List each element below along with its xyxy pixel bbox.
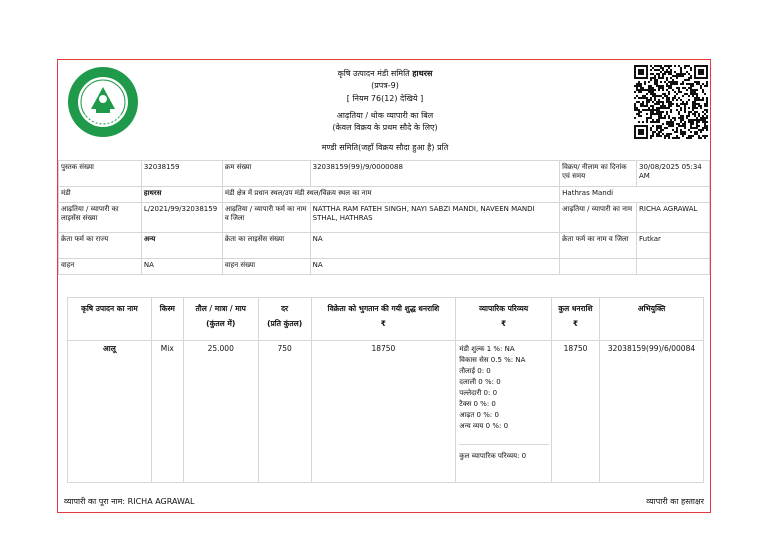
bill-info-table <box>58 160 710 275</box>
produce-table <box>67 297 704 483</box>
produce-header-row: कृषि उपादन का नाम किस्म तौल / मात्रा / माप (कुंतल में) दर (प्रति कुंतल) विक्रेता को भुगतान की गयी शुद्ध धनराशि ₹ व्यापारिक परिव्यय ₹ कुल धनराशि ₹ अभियुक्ति <box>68 298 704 341</box>
qr-code <box>634 65 708 139</box>
info-row-licence: आढ़तिया / व्यापारी का लाइसेंस संख्या L/2021/99/32038159 आढ़तिया / व्यापारी फर्म का नाम व जिला NATTHA RAM FATEH SINGH, NAYI SABZI MANDI, NAVEEN MANDI STHAL, HATHRAS आढ़तिया / व्यापारी का नाम RICHA AGRAWAL <box>59 203 710 233</box>
table-row: आलू Mix 25.000 750 18750 मंडी शुल्क 1 %: NA विकास सेस 0.5 %: NA तौलाई 0: 0 दलाली 0 %: 0 पल्लेदारी 0: 0 टैक्स 0 %: 0 आढ़त 0 %: 0 अन्य व्यय 0 %: 0 कुल व्यापारिक परिव्यय: 0 18750 32038159(99)/6/00084 <box>68 341 704 483</box>
info-row-buyer: क्रेता फर्म का राज्य अन्य क्रेता का लाइसेंस संख्या NA क्रेता फर्म का नाम व जिला Futkar <box>59 233 710 259</box>
header-line-2: (प्रपत्र-9) <box>371 81 399 90</box>
header-line-6: मण्डी समिति(जहाँ विक्रय सौदा हुआ है) प्रति <box>321 143 449 152</box>
trader-signature-label: व्यापारी का हस्ताक्षर <box>646 497 704 506</box>
header-line-5: (केवल विक्रय के प्रथम सौदे के लिए) <box>332 123 438 132</box>
header-line-4: आढ़तिया / थोक व्यापारी का बिल <box>336 111 434 120</box>
info-row-mandi: मंडी हाथरस मंडी क्षेत्र में प्रधान स्थल/उप मंडी स्थल/विक्रय स्थल का नाम Hathras Mandi <box>59 187 710 203</box>
header-line-1: कृषि उत्पादन मंडी समिति हाथरस <box>337 69 433 78</box>
trade-expense-total: कुल व्यापारिक परिव्यय: 0 <box>459 452 527 460</box>
info-row-book: पुस्तक संख्या 32038159 क्रम संख्या 32038159(99)/9/0000088 विक्रय/ नीलाम का दिनांक एवं समय 30/08/2025 05:34 AM <box>59 161 710 187</box>
mandi-samiti-logo <box>66 65 140 139</box>
header-line-3: [ नियम 76(12) देखिये ] <box>346 94 424 103</box>
bill-document <box>57 59 711 513</box>
info-row-vehicle: वाहन NA वाहन संख्या NA <box>59 259 710 275</box>
trader-full-name: व्यापारी का पूरा नाम: RICHA AGRAWAL <box>64 497 195 506</box>
trade-expense-breakdown: मंडी शुल्क 1 %: NA विकास सेस 0.5 %: NA तौलाई 0: 0 दलाली 0 %: 0 पल्लेदारी 0: 0 टैक्स 0 %: 0 आढ़त 0 %: 0 अन्य व्यय 0 %: 0 कुल व्यापारिक परिव्यय: 0 <box>456 341 552 483</box>
